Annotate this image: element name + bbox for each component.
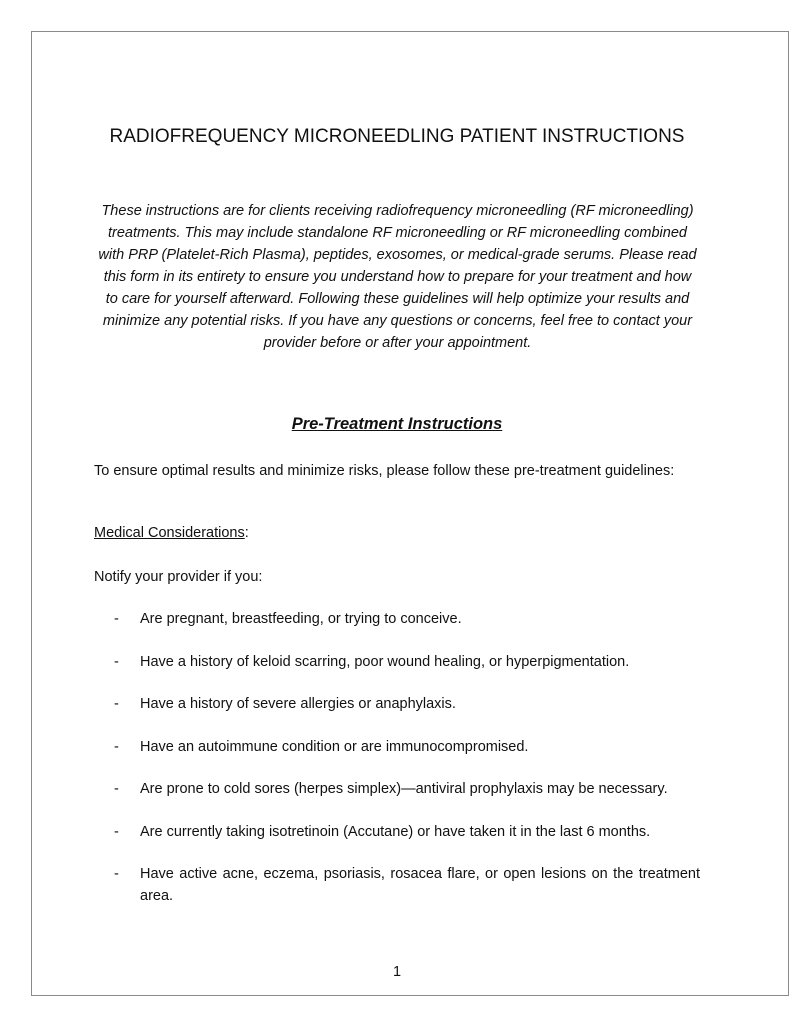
bullet-dash: - [114,866,119,882]
list-item [94,821,700,843]
bullet-dash: - [114,611,119,627]
list-item-text: Have active acne, eczema, psoriasis, rosacea flare, or open lesions on the treatment area. [140,866,700,904]
list-item [94,863,700,907]
list-item-text: Have an autoimmune condition or are immunocompromised. [140,738,529,755]
medical-considerations-heading [94,522,700,544]
bullet-dash: - [114,696,119,712]
list-item-text: Have a history of severe allergies or anaphylaxis. [140,696,456,712]
bullet-dash: - [114,653,119,670]
list-item [94,651,700,673]
document-title: RADIOFREQUENCY MICRONEEDLING PATIENT INSTRUCTIONS [109,126,685,147]
list-item [94,778,700,800]
medical-considerations-label: Medical Considerations [94,525,245,541]
list-item-text: Are currently taking isotretinoin (Accutane) or have taken it in the last 6 months. [140,823,651,840]
list-item [94,608,700,630]
list-item [94,693,700,715]
medical-considerations-list [94,608,700,928]
list-item-text: Have a history of keloid scarring, poor wound healing, or hyperpigmentation. [140,653,630,670]
page-number: 1 [392,964,402,980]
list-item-text: Are pregnant, breastfeeding, or trying to conceive. [140,611,462,627]
bullet-dash: - [114,738,119,755]
guidelines-intro: To ensure optimal results and minimize risks, please follow these pre-treatment guidelines: [94,463,675,479]
list-item [94,736,700,758]
list-item-text: Are prone to cold sores (herpes simplex)—antiviral prophylaxis may be necessary. [140,781,668,797]
medical-considerations-colon: : [244,525,249,541]
intro-paragraph: These instructions are for clients receiving radiofrequency microneedling (RF microneedling) treatments. This may include standalone RF microneedling or RF microneedling combined with PRP (Platelet-Rich Plasma), peptides, exosomes, or medical-grade serums. Please read this form in its entirety to ensure you understand how to prepare for your treatment and how to care for yourself afterward. Following these guidelines will help optimize your results and minimize any potential risks. If you have any questions or concerns, feel free to contact your provider before or after your appointment. [98,203,697,351]
notify-provider-text: Notify your provider if you: [94,569,263,585]
section-heading-pre-treatment: Pre-Treatment Instructions [291,415,503,433]
bullet-dash: - [114,781,119,797]
bullet-dash: - [114,823,119,840]
